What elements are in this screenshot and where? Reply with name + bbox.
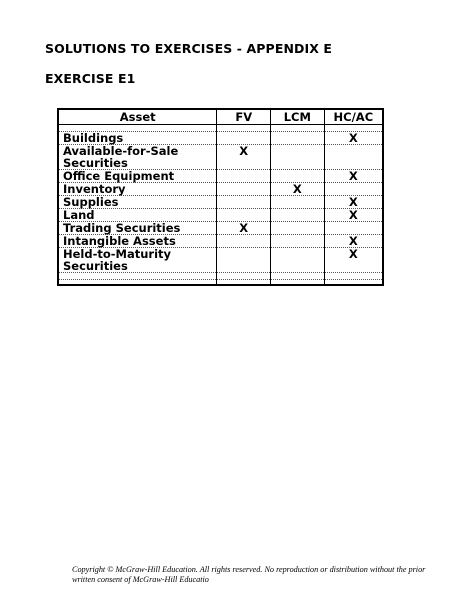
fv-mark	[217, 170, 271, 183]
lcm-mark	[271, 235, 325, 248]
hcac-mark: X	[324, 209, 383, 222]
asset-name: Office Equipment	[58, 170, 217, 183]
hcac-mark: X	[324, 248, 383, 273]
hcac-mark: X	[324, 196, 383, 209]
asset-name: Land	[58, 209, 217, 222]
fv-mark: X	[217, 222, 271, 235]
table-row	[58, 196, 383, 209]
table-row	[58, 209, 383, 222]
column-header-lcm: LCM	[271, 109, 325, 125]
fv-mark	[217, 196, 271, 209]
hcac-mark	[324, 222, 383, 235]
column-header-fv: FV	[217, 109, 271, 125]
lcm-mark	[271, 145, 325, 170]
table-row	[58, 145, 383, 170]
asset-name: Intangible Assets	[58, 235, 217, 248]
table-row	[58, 235, 383, 248]
asset-name: Inventory	[58, 183, 217, 196]
table-spacer-row	[58, 280, 383, 286]
fv-mark	[217, 248, 271, 273]
fv-mark	[217, 132, 271, 145]
page-title: SOLUTIONS TO EXERCISES - APPENDIX E	[45, 41, 333, 56]
lcm-mark	[271, 170, 325, 183]
lcm-mark	[271, 222, 325, 235]
fv-mark	[217, 209, 271, 222]
asset-name: Available-for-Sale Securities	[58, 145, 217, 170]
lcm-mark	[271, 248, 325, 273]
hcac-mark	[324, 145, 383, 170]
column-header-asset: Asset	[58, 109, 217, 125]
fv-mark	[217, 235, 271, 248]
asset-name: Trading Securities	[58, 222, 217, 235]
hcac-mark	[324, 183, 383, 196]
exercise-title: EXERCISE E1	[45, 71, 136, 86]
asset-name: Buildings	[58, 132, 217, 145]
copyright-notice: Copyright © McGraw-Hill Education. All rights reserved. No reproduction or distribution without the prior written consent of McGraw-Hill Educatio	[72, 565, 426, 584]
hcac-mark: X	[324, 170, 383, 183]
table-row	[58, 170, 383, 183]
asset-classification-table	[57, 108, 384, 286]
table-row	[58, 183, 383, 196]
column-header-hcac: HC/AC	[324, 109, 383, 125]
lcm-mark	[271, 196, 325, 209]
lcm-mark	[271, 209, 325, 222]
fv-mark: X	[217, 145, 271, 170]
table-header-row	[58, 109, 383, 125]
lcm-mark	[271, 132, 325, 145]
lcm-mark: X	[271, 183, 325, 196]
hcac-mark: X	[324, 235, 383, 248]
asset-name: Held-to-Maturity Securities	[58, 248, 217, 273]
table-row	[58, 248, 383, 273]
hcac-mark: X	[324, 132, 383, 145]
table-row	[58, 222, 383, 235]
asset-name: Supplies	[58, 196, 217, 209]
table-row	[58, 132, 383, 145]
table-spacer-row	[58, 273, 383, 280]
fv-mark	[217, 183, 271, 196]
